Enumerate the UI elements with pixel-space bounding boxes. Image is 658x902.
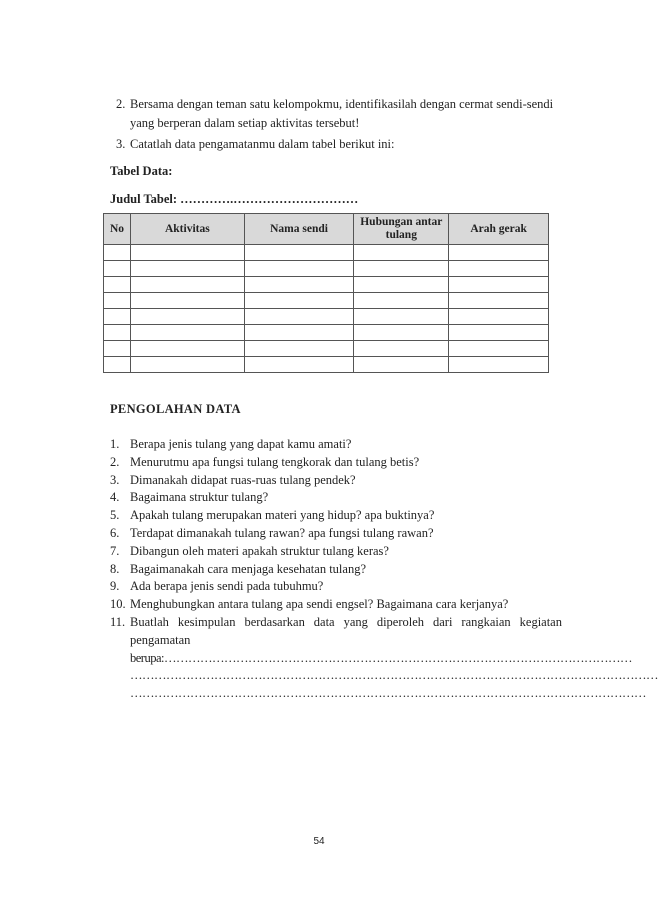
table-cell <box>354 245 449 261</box>
table-label: Tabel Data: <box>110 164 173 178</box>
table-cell <box>449 309 549 325</box>
table-row <box>104 261 549 277</box>
table-body <box>104 245 549 373</box>
question-number: 1. <box>110 437 120 451</box>
table-cell <box>104 277 131 293</box>
question-item <box>110 436 562 454</box>
table-cell <box>244 293 354 309</box>
question-item <box>110 489 562 507</box>
table-cell <box>449 293 549 309</box>
table-row <box>104 245 549 261</box>
question-item <box>110 578 562 596</box>
question-number: 2. <box>110 454 120 469</box>
question-number: 4. <box>110 490 120 505</box>
section-title: PENGOLAHAN DATA <box>110 402 241 416</box>
table-cell <box>130 293 244 309</box>
instruction-number: 3. <box>116 137 126 151</box>
column-header-hubungan: Hubungan antar tulang <box>354 214 449 245</box>
instruction-number: 2. <box>116 97 126 111</box>
table-header-row <box>104 214 549 245</box>
instruction-3 <box>116 135 556 154</box>
question-item <box>110 472 562 490</box>
question-number: 11. <box>110 614 126 629</box>
question-text: Menghubungkan antara tulang apa sendi engsel? Bagaimana cara kerjanya? <box>130 597 509 612</box>
table-cell <box>130 261 244 277</box>
table-row <box>104 357 549 373</box>
data-table <box>103 213 549 373</box>
column-header-aktivitas: Aktivitas <box>130 214 244 245</box>
table-cell <box>244 245 354 261</box>
column-header-no: No <box>104 214 131 245</box>
table-cell <box>104 325 131 341</box>
table-cell <box>130 309 244 325</box>
question-number: 8. <box>110 561 120 576</box>
answer-line: berupa:……………………………………………………………………………………………………… <box>130 650 632 665</box>
column-header-arah-gerak: Arah gerak <box>449 214 549 245</box>
table-cell <box>354 325 449 341</box>
table-cell <box>354 309 449 325</box>
question-number: 7. <box>110 543 120 558</box>
table-cell <box>130 277 244 293</box>
question-item <box>110 507 562 525</box>
question-number: 10. <box>110 597 126 612</box>
question-item <box>110 525 562 543</box>
table-cell <box>244 341 354 357</box>
question-text-continued: pengamatan <box>130 632 191 647</box>
question-text: Menurutmu apa fungsi tulang tengkorak dan tulang betis? <box>130 454 420 469</box>
question-text: Terdapat dimanakah tulang rawan? apa fungsi tulang rawan? <box>130 525 434 540</box>
question-item <box>110 561 562 579</box>
table-cell <box>244 357 354 373</box>
table-cell <box>354 293 449 309</box>
table-row <box>104 341 549 357</box>
question-number: 9. <box>110 579 120 594</box>
question-number: 5. <box>110 508 120 523</box>
question-text: Bagaimanakah cara menjaga kesehatan tulang? <box>130 561 366 576</box>
question-list <box>110 436 658 703</box>
table-cell <box>104 293 131 309</box>
answer-line: ………………………………………………………………………………………………………………… <box>130 686 646 701</box>
table-row <box>104 277 549 293</box>
instruction-text: Bersama dengan teman satu kelompokmu, identifikasilah dengan cermat sendi-sendi yang berperan dalam setiap aktivitas tersebut! <box>130 97 554 130</box>
question-item <box>110 596 562 614</box>
table-cell <box>104 245 131 261</box>
table-cell <box>449 325 549 341</box>
table-cell <box>104 309 131 325</box>
table-cell <box>449 245 549 261</box>
question-number: 6. <box>110 525 120 540</box>
question-text: Apakah tulang merupakan materi yang hidup? apa buktinya? <box>130 508 435 523</box>
question-number: 3. <box>110 472 120 487</box>
table-cell <box>354 341 449 357</box>
table-row <box>104 293 549 309</box>
table-cell <box>104 341 131 357</box>
question-text: Bagaimana struktur tulang? <box>130 490 269 505</box>
question-text: Ada berapa jenis sendi pada tubuhmu? <box>130 579 324 594</box>
question-text: Dibangun oleh materi apakah struktur tulang keras? <box>130 543 389 558</box>
table-cell <box>244 277 354 293</box>
question-item-11 <box>110 614 658 703</box>
answer-line: …………………………………………………………………………………………………………………… <box>130 668 658 683</box>
table-cell <box>354 277 449 293</box>
table-cell <box>104 261 131 277</box>
question-text: Buatlah kesimpulan berdasarkan data yang diperoleh dari rangkaian kegiatan <box>130 614 562 629</box>
table-cell <box>449 261 549 277</box>
question-text: Dimanakah didapat ruas-ruas tulang pendek? <box>130 472 356 487</box>
table-cell <box>354 357 449 373</box>
table-cell <box>449 357 549 373</box>
table-cell <box>104 357 131 373</box>
table-cell <box>244 309 354 325</box>
page-number: 54 <box>313 836 325 847</box>
table-cell <box>244 325 354 341</box>
question-item <box>110 454 562 472</box>
table-row <box>104 325 549 341</box>
column-header-nama-sendi: Nama sendi <box>244 214 354 245</box>
instruction-text: Catatlah data pengamatanmu dalam tabel berikut ini: <box>130 137 395 151</box>
table-row <box>104 309 549 325</box>
table-cell <box>130 325 244 341</box>
question-item <box>110 543 562 561</box>
table-cell <box>449 341 549 357</box>
table-cell <box>130 341 244 357</box>
table-cell <box>130 245 244 261</box>
question-text: Berapa jenis tulang yang dapat kamu amati? <box>130 437 352 451</box>
table-cell <box>244 261 354 277</box>
table-title: Judul Tabel: ………….………………………… <box>110 192 359 206</box>
instruction-2 <box>116 95 556 133</box>
table-cell <box>449 277 549 293</box>
table-cell <box>354 261 449 277</box>
table-cell <box>130 357 244 373</box>
